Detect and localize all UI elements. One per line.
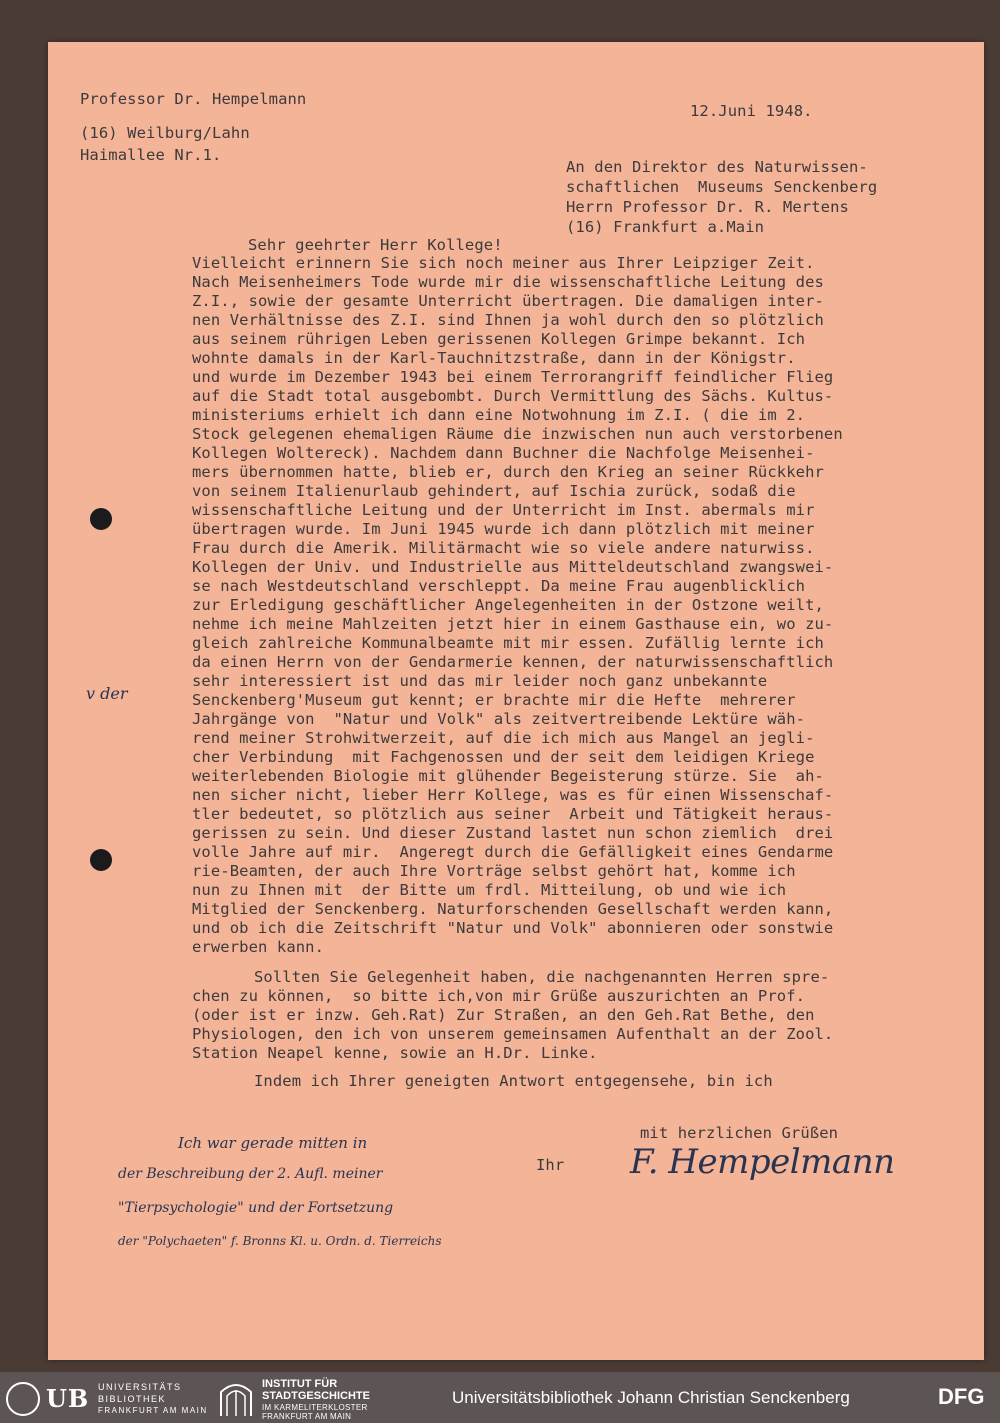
- signature: F. Hempelmann: [630, 1142, 895, 1182]
- body-line: mers übernommen hatte, blieb er, durch den Krieg an seiner Rückkehr: [192, 463, 824, 481]
- handnote-line-4: der "Polychaeten" f. Bronns Kl. u. Ordn. d. Tierreichs: [118, 1234, 442, 1248]
- body-line: cher Verbindung mit Fachgenossen und der seit dem leidigen Kriege: [192, 748, 815, 766]
- library-name: Universitätsbibliothek Johann Christian Senckenberg: [452, 1388, 850, 1407]
- body-line: zur Erledigung geschäftlicher Angelegenheiten in der Ostzone weilt,: [192, 596, 824, 614]
- institute-line-1: INSTITUT FÜR: [262, 1378, 338, 1390]
- punch-hole-top: [90, 508, 112, 530]
- body2-line: (oder ist er inzw. Geh.Rat) Zur Straßen, an den Geh.Rat Bethe, den: [192, 1006, 815, 1024]
- body-line: Frau durch die Amerik. Militärmacht wie so viele andere naturwiss.: [192, 539, 815, 557]
- letter-date: 12.Juni 1948.: [690, 102, 813, 120]
- body-line: nen Verhältnisse des Z.I. sind Ihnen ja wohl durch den so plötzlich: [192, 311, 824, 329]
- handnote-line-1: Ich war gerade mitten in: [178, 1134, 368, 1152]
- sender-name: Professor Dr. Hempelmann: [80, 90, 307, 108]
- body-line: übertragen wurde. Im Juni 1945 wurde ich dann plötzlich mit meiner: [192, 520, 815, 538]
- institute-logo-icon: [218, 1378, 254, 1418]
- recipient-line-2: schaftlichen Museums Senckenberg: [566, 178, 878, 196]
- body-line: gleich zahlreiche Kommunalbeamte mit mir essen. Zufällig lernte ich: [192, 634, 824, 652]
- body-line: aus seinem rührigen Leben gerissenen Kollegen Grimpe bekannt. Ich: [192, 330, 806, 348]
- ub-line-1: UNIVERSITÄTS: [98, 1382, 182, 1392]
- body-line: se nach Westdeutschland verschleppt. Da meine Frau augenblicklich: [192, 577, 806, 595]
- institute-sub-2: FRANKFURT AM MAIN: [262, 1412, 352, 1421]
- handnote-line-2: der Beschreibung der 2. Aufl. meiner: [118, 1166, 383, 1182]
- sender-street: Haimallee Nr.1.: [80, 146, 222, 164]
- ub-logo-icon: [6, 1382, 40, 1416]
- body-line: nun zu Ihnen mit der Bitte um frdl. Mitteilung, ob und wie ich: [192, 881, 787, 899]
- body-line: nen sicher nicht, lieber Herr Kollege, was es für einen Wissenschaf-: [192, 786, 834, 804]
- body-line: Kollegen Woltereck). Nachdem dann Buchner die Nachfolge Meisenhei-: [192, 444, 815, 462]
- body-line: Stock gelegenen ehemaligen Räume die inzwischen nun auch verstorbenen: [192, 425, 843, 443]
- body-line: erwerben kann.: [192, 938, 325, 956]
- body-line: gerissen zu sein. Und dieser Zustand lastet nun schon ziemlich drei: [192, 824, 834, 842]
- dfg-logo: DFG: [938, 1384, 985, 1409]
- body-line: da einen Herrn von der Gendarmerie kennen, der naturwissenschaftlich: [192, 653, 834, 671]
- footer-bar: [0, 1372, 1000, 1423]
- recipient-line-3: Herrn Professor Dr. R. Mertens: [566, 198, 849, 216]
- body-line: von seinem Italienurlaub gehindert, auf Ischia zurück, sodaß die: [192, 482, 796, 500]
- body-line: Mitglied der Senckenberg. Naturforschenden Gesellschaft werden kann,: [192, 900, 834, 918]
- ub-line-3: FRANKFURT AM MAIN: [98, 1406, 208, 1415]
- margin-note: v der: [86, 684, 128, 703]
- body-line: und ob ich die Zeitschrift "Natur und Volk" abonnieren oder sonstwie: [192, 919, 834, 937]
- body-line: Vielleicht erinnern Sie sich noch meiner aus Ihrer Leipziger Zeit.: [192, 254, 815, 272]
- body-line: weiterlebenden Biologie mit glühender Begeisterung stürze. Sie ah-: [192, 767, 824, 785]
- body-line: ministeriums erhielt ich dann eine Notwohnung im Z.I. ( die im 2.: [192, 406, 806, 424]
- salutation: Sehr geehrter Herr Kollege!: [248, 236, 503, 254]
- body2-line: Sollten Sie Gelegenheit haben, die nachgenannten Herren spre-: [254, 968, 830, 986]
- ub-logo-text: UB: [46, 1384, 90, 1413]
- body-line: tler bedeutet, so plötzlich aus seiner Arbeit und Tätigkeit heraus-: [192, 805, 834, 823]
- handnote-line-3: "Tierpsychologie" und der Fortsetzung: [118, 1200, 394, 1216]
- sender-city: (16) Weilburg/Lahn: [80, 124, 250, 142]
- regards: mit herzlichen Grüßen: [640, 1124, 839, 1142]
- body2-line: Station Neapel kenne, sowie an H.Dr. Linke.: [192, 1044, 598, 1062]
- body-line: Nach Meisenheimers Tode wurde mir die wissenschaftliche Leitung des: [192, 273, 824, 291]
- recipient-line-1: An den Direktor des Naturwissen-: [566, 158, 868, 176]
- body-line: nehme ich meine Mahlzeiten jetzt hier in einem Gasthause ein, wo zu-: [192, 615, 834, 633]
- ub-line-2: BIBLIOTHEK: [98, 1394, 167, 1404]
- body-line: wohnte damals in der Karl-Tauchnitzstraße, dann in der Königstr.: [192, 349, 796, 367]
- closing-line: Indem ich Ihrer geneigten Antwort entgegensehe, bin ich: [254, 1072, 773, 1090]
- body2-line: chen zu können, so bitte ich,von mir Grüße auszurichten an Prof.: [192, 987, 806, 1005]
- ihr: Ihr: [536, 1156, 565, 1174]
- institute-line-2: STADTGESCHICHTE: [262, 1390, 370, 1402]
- body2-line: Physiologen, den ich von unserem gemeinsamen Aufenthalt an der Zool.: [192, 1025, 834, 1043]
- body-line: Senckenberg'Museum gut kennt; er brachte mir die Hefte mehrerer: [192, 691, 796, 709]
- institute-sub-1: IM KARMELITERKLOSTER: [262, 1403, 368, 1412]
- body-line: volle Jahre auf mir. Angeregt durch die Gefälligkeit eines Gendarme: [192, 843, 834, 861]
- body-line: und wurde im Dezember 1943 bei einem Terrorangriff feindlicher Flieg: [192, 368, 834, 386]
- body-line: Z.I., sowie der gesamte Unterricht übertragen. Die damaligen inter-: [192, 292, 824, 310]
- body-line: wissenschaftliche Leitung und der Unterricht im Inst. abermals mir: [192, 501, 815, 519]
- body-line: Jahrgänge von "Natur und Volk" als zeitvertreibende Lektüre wäh-: [192, 710, 806, 728]
- body-line: rend meiner Strohwitwerzeit, auf die ich mich aus Mangel an jegli-: [192, 729, 815, 747]
- punch-hole-bottom: [90, 849, 112, 871]
- body-line: Kollegen der Univ. und Industrielle aus Mitteldeutschland zwangswei-: [192, 558, 834, 576]
- recipient-line-4: (16) Frankfurt a.Main: [566, 218, 765, 236]
- body-line: sehr interessiert ist und das mir leider noch ganz unbekannte: [192, 672, 768, 690]
- body-line: auf die Stadt total ausgebombt. Durch Vermittlung des Sächs. Kultus-: [192, 387, 834, 405]
- body-line: rie-Beamten, der auch Ihre Vorträge selbst gehört hat, komme ich: [192, 862, 796, 880]
